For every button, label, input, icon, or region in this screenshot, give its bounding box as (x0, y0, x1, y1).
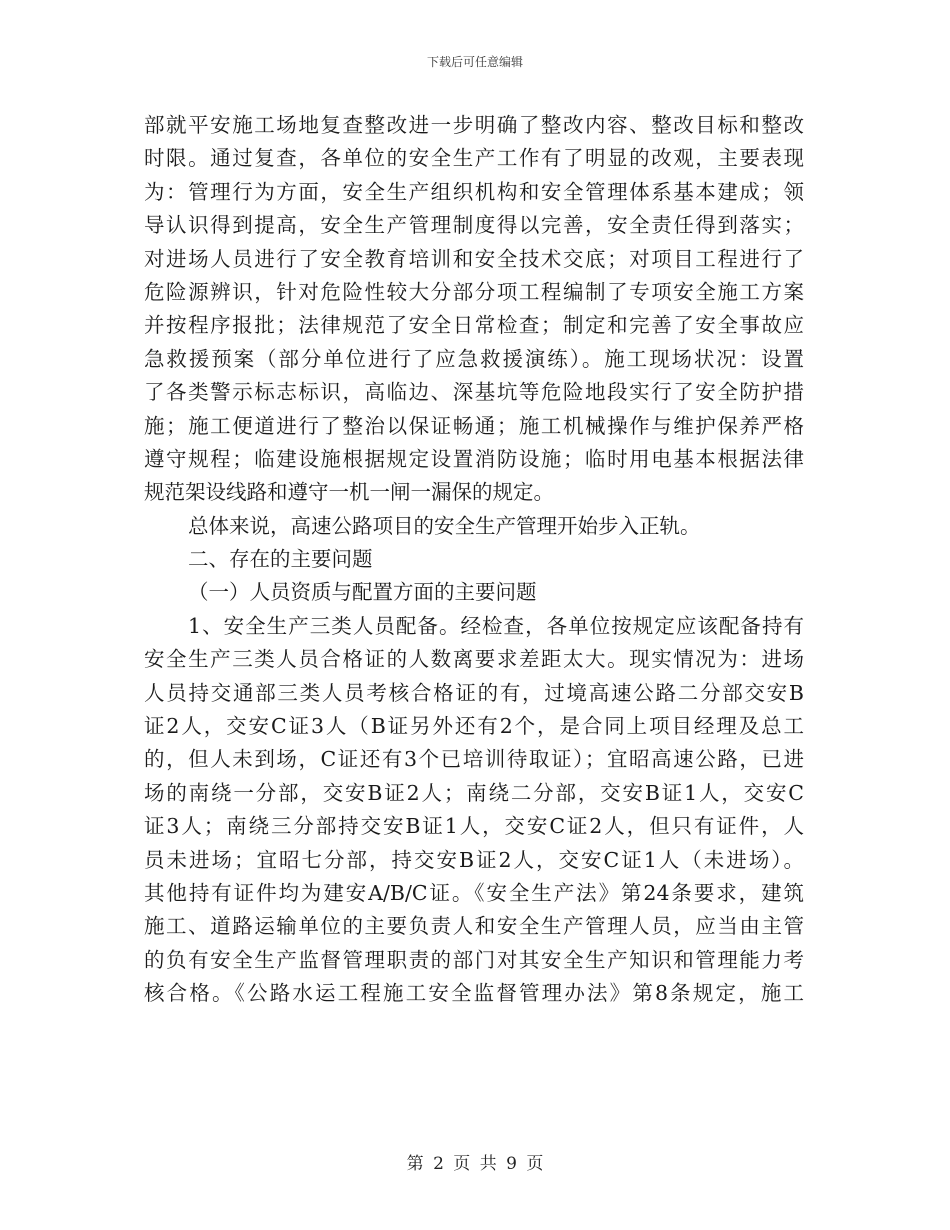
text-line: 1、安全生产三类人员配备。经检查，各单位按规定应该配备持有 (188, 613, 804, 638)
text-line: 导认识得到提高，安全生产管理制度得以完善，安全责任得到落实； (144, 213, 804, 238)
text-line: 的负有安全生产监督管理职责的部门对其安全生产知识和管理能力考 (144, 947, 804, 972)
text-line: 时限。通过复查，各单位的安全生产工作有了明显的改观，主要表现 (144, 146, 804, 171)
paragraph-summary: 总体来说，高速公路项目的安全生产管理开始步入正轨。 (188, 513, 701, 538)
text-line: 证3人；南绕三分部持交安B证1人，交安C证2人，但只有证件，人 (144, 814, 804, 839)
text-line: 并按程序报批；法律规范了安全日常检查；制定和完善了安全事故应 (144, 313, 804, 338)
text-line: 安全生产三类人员合格证的人数离要求差距太大。现实情况为：进场 (144, 647, 804, 672)
text-line: 证2人，交安C证3人（B证另外还有2个，是合同上项目经理及总工 (144, 714, 804, 739)
text-line: 为：管理行为方面，安全生产组织机构和安全管理体系基本建成；领 (144, 179, 804, 204)
text-line: 危险源辨识，针对危险性较大分部分项工程编制了专项安全施工方案 (144, 279, 804, 304)
page-header-note: 下载后可任意编辑 (426, 55, 523, 69)
text-line: 人员持交通部三类人员考核合格证的有，过境高速公路二分部交安B (144, 680, 804, 705)
section-heading: 二、存在的主要问题 (188, 547, 373, 572)
page-number: 第 2 页 共 9 页 (406, 1154, 544, 1174)
text-line: 急救援预案（部分单位进行了应急救援演练）。施工现场状况：设置 (144, 346, 804, 371)
text-line: 员未进场；宜昭七分部，持交安B证2人，交安C证1人（未进场）。 (144, 847, 804, 872)
text-line: 核合格。《公路水运工程施工安全监督管理办法》第8条规定，施工 (144, 981, 804, 1006)
text-line: 遵守规程；临建设施根据规定设置消防设施；临时用电基本根据法律 (144, 446, 804, 471)
text-line: 了各类警示标志标识，高临边、深基坑等危险地段实行了安全防护措 (144, 380, 804, 405)
text-line: 施；施工便道进行了整治以保证畅通；施工机械操作与维护保养严格 (144, 413, 804, 438)
text-line: 对进场人员进行了安全教育培训和安全技术交底；对项目工程进行了 (144, 246, 804, 271)
text-line: 规范架设线路和遵守一机一闸一漏保的规定。 (144, 480, 554, 505)
text-line: 的，但人未到场，C证还有3个已培训待取证）；宜昭高速公路，已进 (144, 747, 804, 772)
text-line: 施工、道路运输单位的主要负责人和安全生产管理人员，应当由主管 (144, 914, 804, 939)
document-body (144, 109, 804, 1011)
text-line: 其他持有证件均为建安A/B/C证。《安全生产法》第24条要求，建筑 (144, 880, 804, 905)
subsection-heading: （一）人员资质与配置方面的主要问题 (188, 580, 537, 605)
text-line: 部就平安施工场地复查整改进一步明确了整改内容、整改目标和整改 (144, 113, 804, 137)
text-line: 场的南绕一分部，交安B证2人；南绕二分部，交安B证1人，交安C (144, 780, 804, 805)
